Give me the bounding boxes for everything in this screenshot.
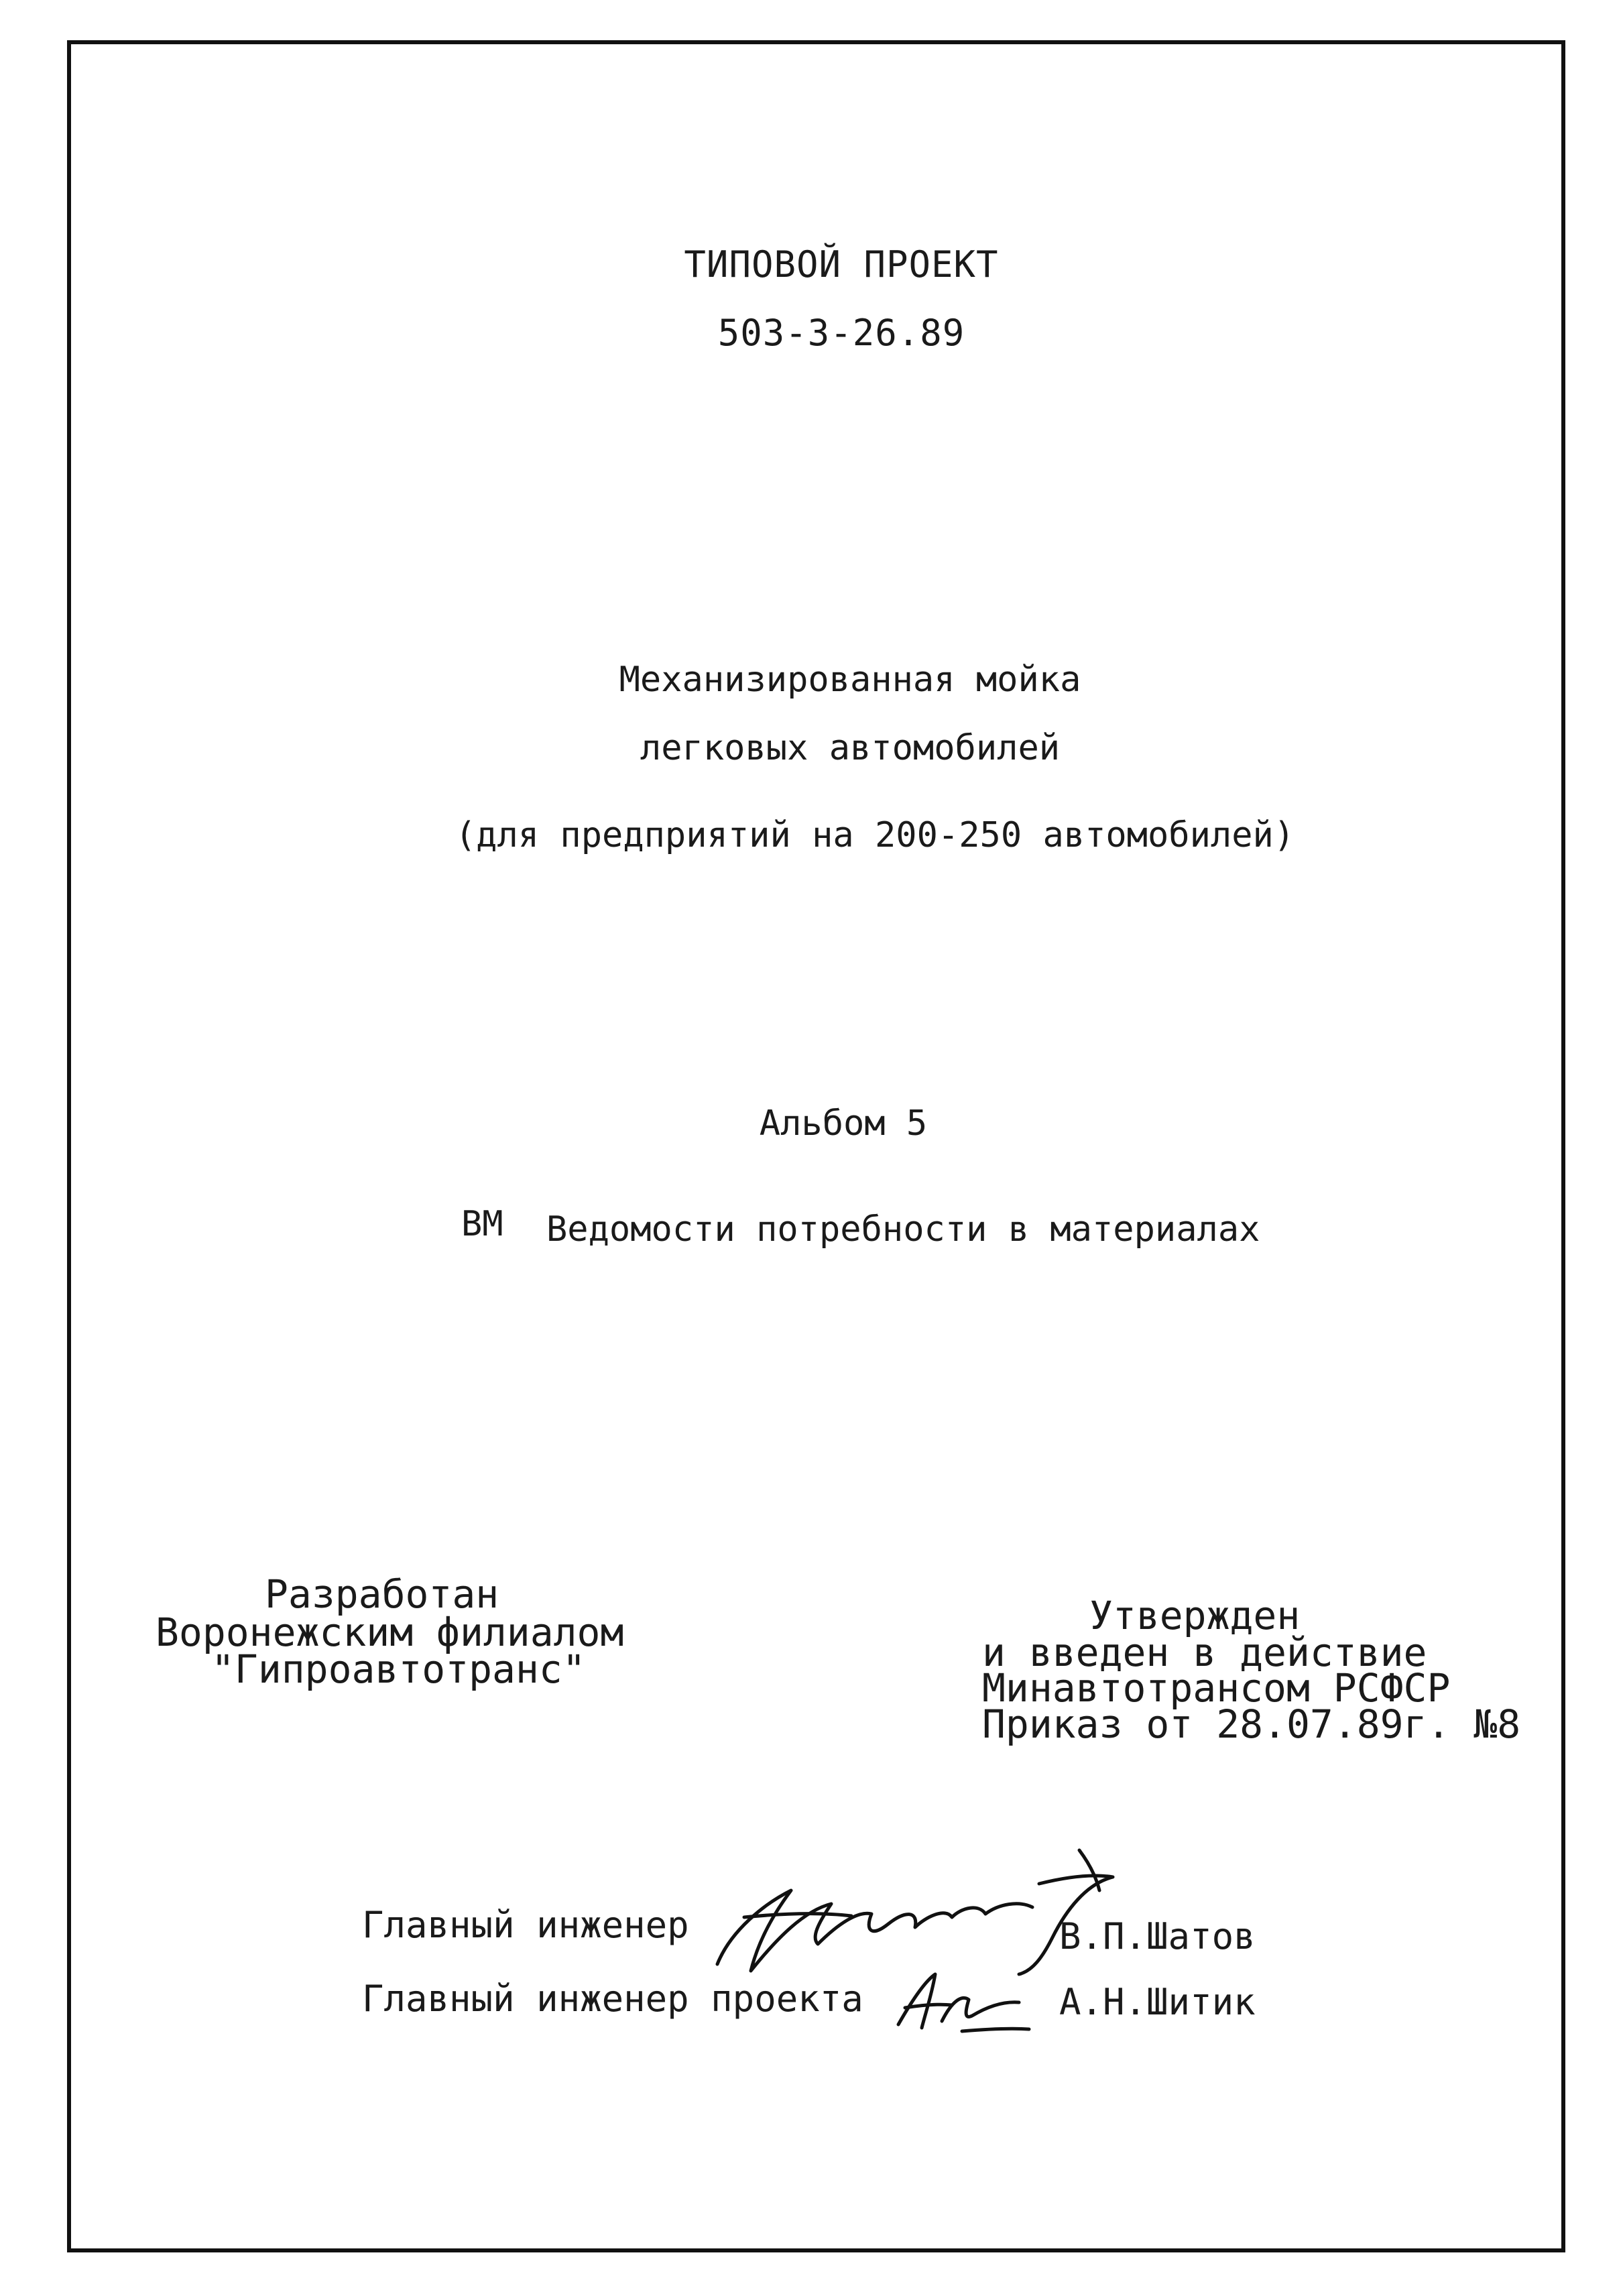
album-label: Альбом 5 xyxy=(759,1103,928,1144)
project-type: ТИПОВОЙ ПРОЕКТ xyxy=(684,243,999,286)
project-engineer-title: Главный инженер проекта xyxy=(362,1978,863,2020)
developed-line-1: Разработан xyxy=(265,1571,499,1617)
chief-engineer-title: Главный инженер xyxy=(362,1904,689,1946)
title-line-1: Механизированная мойка xyxy=(619,660,1081,700)
developed-line-2: Воронежским филиалом xyxy=(156,1610,624,1655)
album-description: Ведомости потребности в материалах xyxy=(546,1209,1260,1250)
developed-line-3: "Гипроавтотранс" xyxy=(211,1646,586,1692)
approved-line-3: Минавтотрансом РСФСР xyxy=(982,1665,1451,1711)
title-line-2: легковых автомобилей xyxy=(640,728,1061,768)
approved-line-1: Утвержден xyxy=(1089,1593,1301,1638)
approved-line-4: Приказ от 28.07.89г. №8 xyxy=(982,1701,1521,1747)
project-number: 503-3-26.89 xyxy=(717,312,965,354)
approved-line-2: и введен в действие xyxy=(982,1630,1427,1675)
project-engineer-signature xyxy=(885,1961,1039,2041)
project-engineer-name: А.Н.Шитик xyxy=(1059,1981,1256,2023)
chief-engineer-name: В.П.Шатов xyxy=(1059,1915,1256,1957)
album-code: ВМ xyxy=(461,1204,503,1244)
title-line-3: (для предприятий на 200-250 автомобилей) xyxy=(455,815,1295,855)
